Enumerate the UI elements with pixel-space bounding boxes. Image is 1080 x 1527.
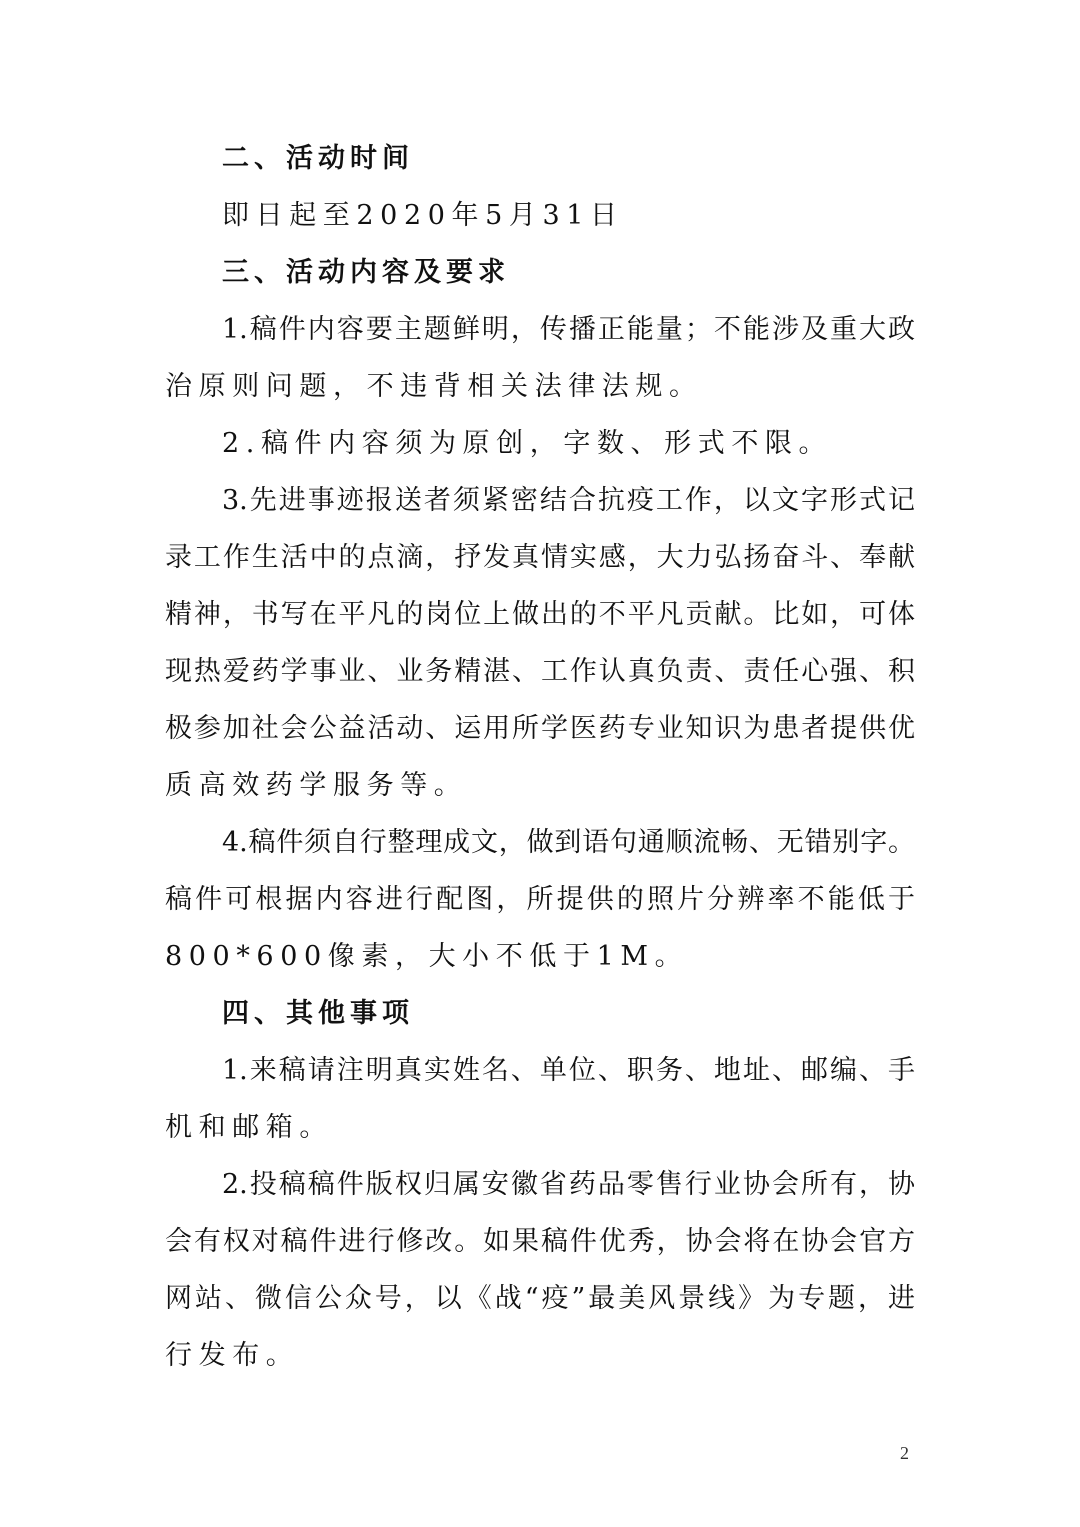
- req4-line2: 稿件可根据内容进行配图，所提供的照片分辨率不能低于: [165, 884, 915, 915]
- req3-line3: 精神，书写在平凡的岗位上做出的不平凡贡献。比如，可体: [165, 599, 915, 630]
- req3-line5: 极参加社会公益活动、运用所学医药专业知识为患者提供优: [165, 713, 915, 744]
- activity-time-text: 即日起至2020年5月31日: [222, 200, 624, 231]
- section-heading-content-requirements: 三、活动内容及要求: [222, 257, 510, 288]
- req3-line4: 现热爱药学事业、业务精湛、工作认真负责、责任心强、积: [165, 656, 915, 687]
- req4-line3: 800*600像素，大小不低于1M。: [165, 941, 689, 972]
- other2-line3: 网站、微信公众号，以《战“疫”最美风景线》为专题，进: [165, 1283, 915, 1314]
- section-heading-activity-time: 二、活动时间: [222, 143, 414, 174]
- req4-line1: 4.稿件须自行整理成文，做到语句通顺流畅、无错别字。: [222, 827, 915, 858]
- req1-line1: 1.稿件内容要主题鲜明，传播正能量；不能涉及重大政: [222, 314, 915, 345]
- other2-line4: 行发布。: [165, 1340, 300, 1371]
- other1-line1: 1.来稿请注明真实姓名、单位、职务、地址、邮编、手: [222, 1055, 915, 1086]
- req1-line2: 治原则问题，不违背相关法律法规。: [165, 371, 703, 402]
- req3-line6: 质高效药学服务等。: [165, 770, 468, 801]
- other1-line2: 机和邮箱。: [165, 1112, 333, 1143]
- other2-line1: 2.投稿稿件版权归属安徽省药品零售行业协会所有，协: [222, 1169, 915, 1200]
- page-number: 2: [900, 1443, 909, 1463]
- section-heading-other-matters: 四、其他事项: [222, 998, 414, 1029]
- req3-line1: 3.先进事迹报送者须紧密结合抗疫工作，以文字形式记: [222, 485, 915, 516]
- req3-line2: 录工作生活中的点滴，抒发真情实感，大力弘扬奋斗、奉献: [165, 542, 915, 573]
- other2-line2: 会有权对稿件进行修改。如果稿件优秀，协会将在协会官方: [165, 1226, 915, 1257]
- req2-line1: 2.稿件内容须为原创，字数、形式不限。: [222, 428, 833, 459]
